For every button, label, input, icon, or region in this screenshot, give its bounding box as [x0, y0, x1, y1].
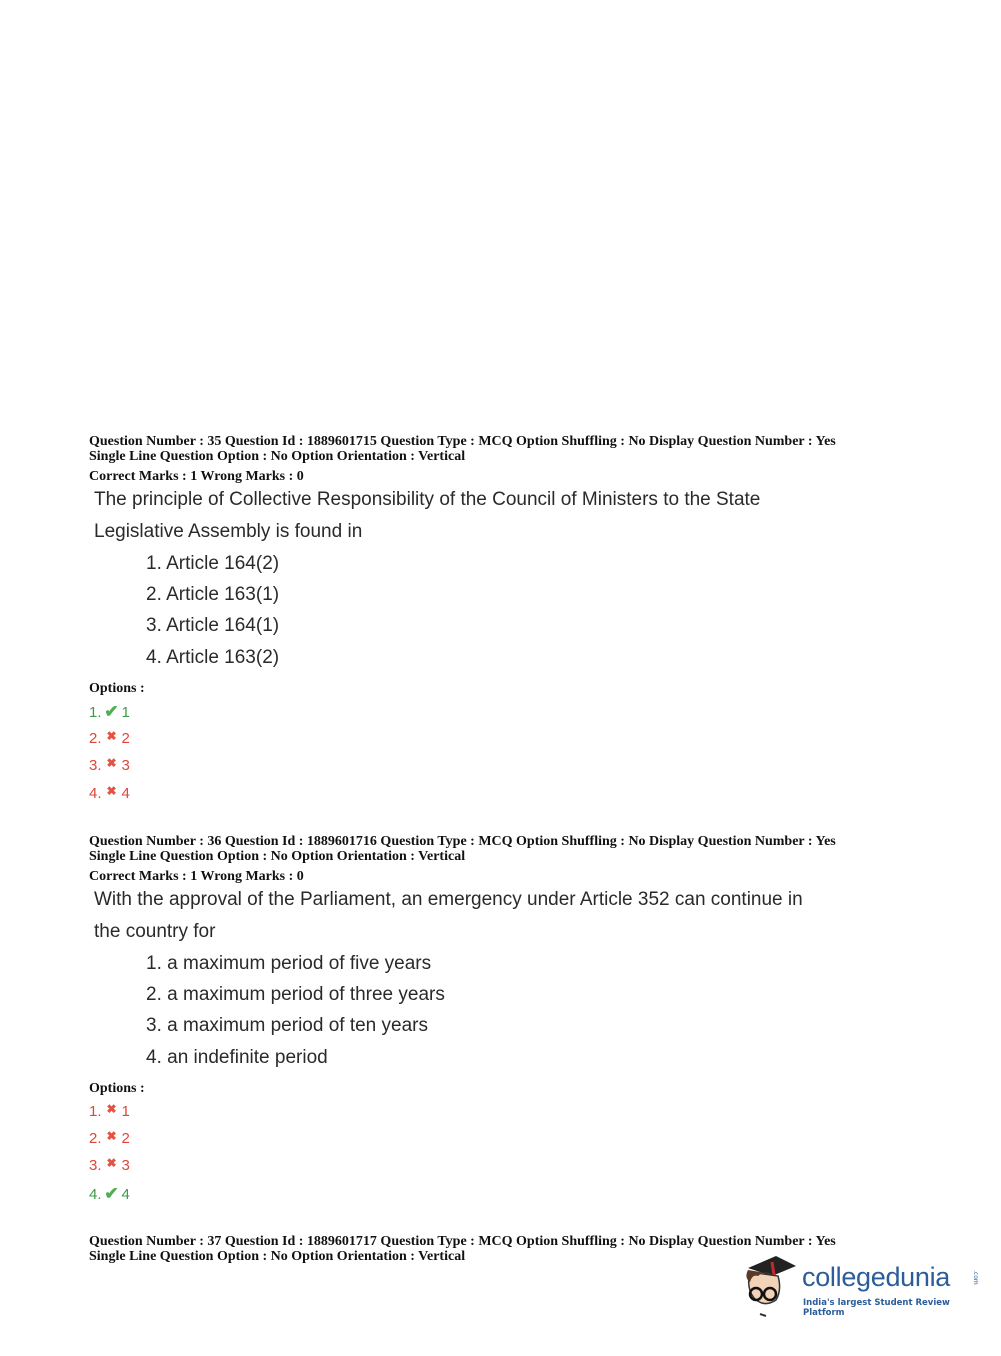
choice-text: Article 164(1) [166, 615, 280, 636]
wrong-cross-icon: ✖ [106, 1129, 117, 1143]
option-row [89, 1157, 130, 1175]
correct-check-icon: ✔ [104, 1184, 119, 1203]
option-number: 1. [89, 704, 102, 721]
collegedunia-logo [742, 1254, 992, 1320]
question-text: With the approval of the Parliament, an emergency under Article 352 can continue in [94, 889, 803, 910]
question-choice [146, 552, 279, 576]
wrong-cross-icon: ✖ [106, 1156, 117, 1170]
choice-text: Article 163(1) [166, 584, 280, 605]
question-text: the country for [94, 921, 216, 942]
mascot-icon [742, 1254, 800, 1320]
wrong-cross-icon: ✖ [106, 1102, 117, 1116]
question-metadata: Question Number : 37 Question Id : 1889601717 Question Type : MCQ Option Shuffling : No Display Question Number : Yes [89, 1234, 836, 1249]
question-choice [146, 583, 279, 607]
logo-wordmark: collegedunia [802, 1262, 951, 1292]
choice-number: 4. [146, 1047, 162, 1068]
question-metadata: Single Line Question Option : No Option Orientation : Vertical [89, 449, 466, 464]
option-number: 4. [89, 1186, 102, 1203]
option-row [89, 730, 130, 748]
choice-text: a maximum period of five years [167, 953, 432, 974]
option-row [89, 703, 130, 722]
option-value: 4 [121, 1186, 130, 1203]
wrong-cross-icon: ✖ [106, 729, 117, 743]
option-value: 1 [121, 704, 130, 721]
choice-number: 2. [146, 584, 162, 605]
option-number: 3. [89, 1157, 102, 1174]
options-label: Options : [89, 1081, 145, 1096]
choice-number: 3. [146, 1015, 162, 1036]
choice-text: a maximum period of ten years [167, 1015, 428, 1036]
choice-number: 1. [146, 553, 162, 574]
wrong-cross-icon: ✖ [106, 784, 117, 798]
option-number: 2. [89, 1130, 102, 1147]
choice-text: a maximum period of three years [167, 984, 445, 1005]
option-number: 3. [89, 757, 102, 774]
choice-text: Article 164(2) [166, 553, 280, 574]
question-choice [146, 1046, 328, 1070]
question-metadata: Question Number : 35 Question Id : 1889601715 Question Type : MCQ Option Shuffling : No Display Question Number : Yes [89, 434, 836, 449]
question-choice [146, 646, 279, 670]
question-choice [146, 952, 431, 976]
choice-number: 3. [146, 615, 162, 636]
question-choice [146, 614, 279, 638]
choice-number: 4. [146, 647, 162, 668]
option-row [89, 1130, 130, 1148]
wrong-cross-icon: ✖ [106, 756, 117, 770]
question-choice [146, 1014, 428, 1038]
option-row [89, 785, 130, 803]
option-row [89, 1185, 130, 1204]
question-choice [146, 983, 445, 1007]
option-value: 2 [121, 1130, 130, 1147]
choice-number: 2. [146, 984, 162, 1005]
question-text: The principle of Collective Responsibility of the Council of Ministers to the State [94, 489, 761, 510]
question-metadata: Correct Marks : 1 Wrong Marks : 0 [89, 469, 304, 484]
option-value: 3 [121, 1157, 130, 1174]
option-number: 2. [89, 730, 102, 747]
correct-check-icon: ✔ [104, 702, 119, 721]
option-row [89, 1103, 130, 1121]
question-metadata: Question Number : 36 Question Id : 1889601716 Question Type : MCQ Option Shuffling : No Display Question Number : Yes [89, 834, 836, 849]
question-metadata: Single Line Question Option : No Option Orientation : Vertical [89, 1249, 466, 1264]
choice-number: 1. [146, 953, 162, 974]
option-value: 2 [121, 730, 130, 747]
choice-text: an indefinite period [167, 1047, 328, 1068]
option-value: 4 [121, 785, 130, 802]
logo-tagline: India's largest Student Review Platform [803, 1298, 950, 1318]
option-value: 3 [121, 757, 130, 774]
choice-text: Article 163(2) [166, 647, 280, 668]
options-label: Options : [89, 681, 145, 696]
question-metadata: Single Line Question Option : No Option Orientation : Vertical [89, 849, 466, 864]
option-row [89, 757, 130, 775]
logo-suffix: .com [972, 1270, 979, 1285]
option-number: 1. [89, 1103, 102, 1120]
option-number: 4. [89, 785, 102, 802]
question-text: Legislative Assembly is found in [94, 521, 363, 542]
question-metadata: Correct Marks : 1 Wrong Marks : 0 [89, 869, 304, 884]
option-value: 1 [121, 1103, 130, 1120]
